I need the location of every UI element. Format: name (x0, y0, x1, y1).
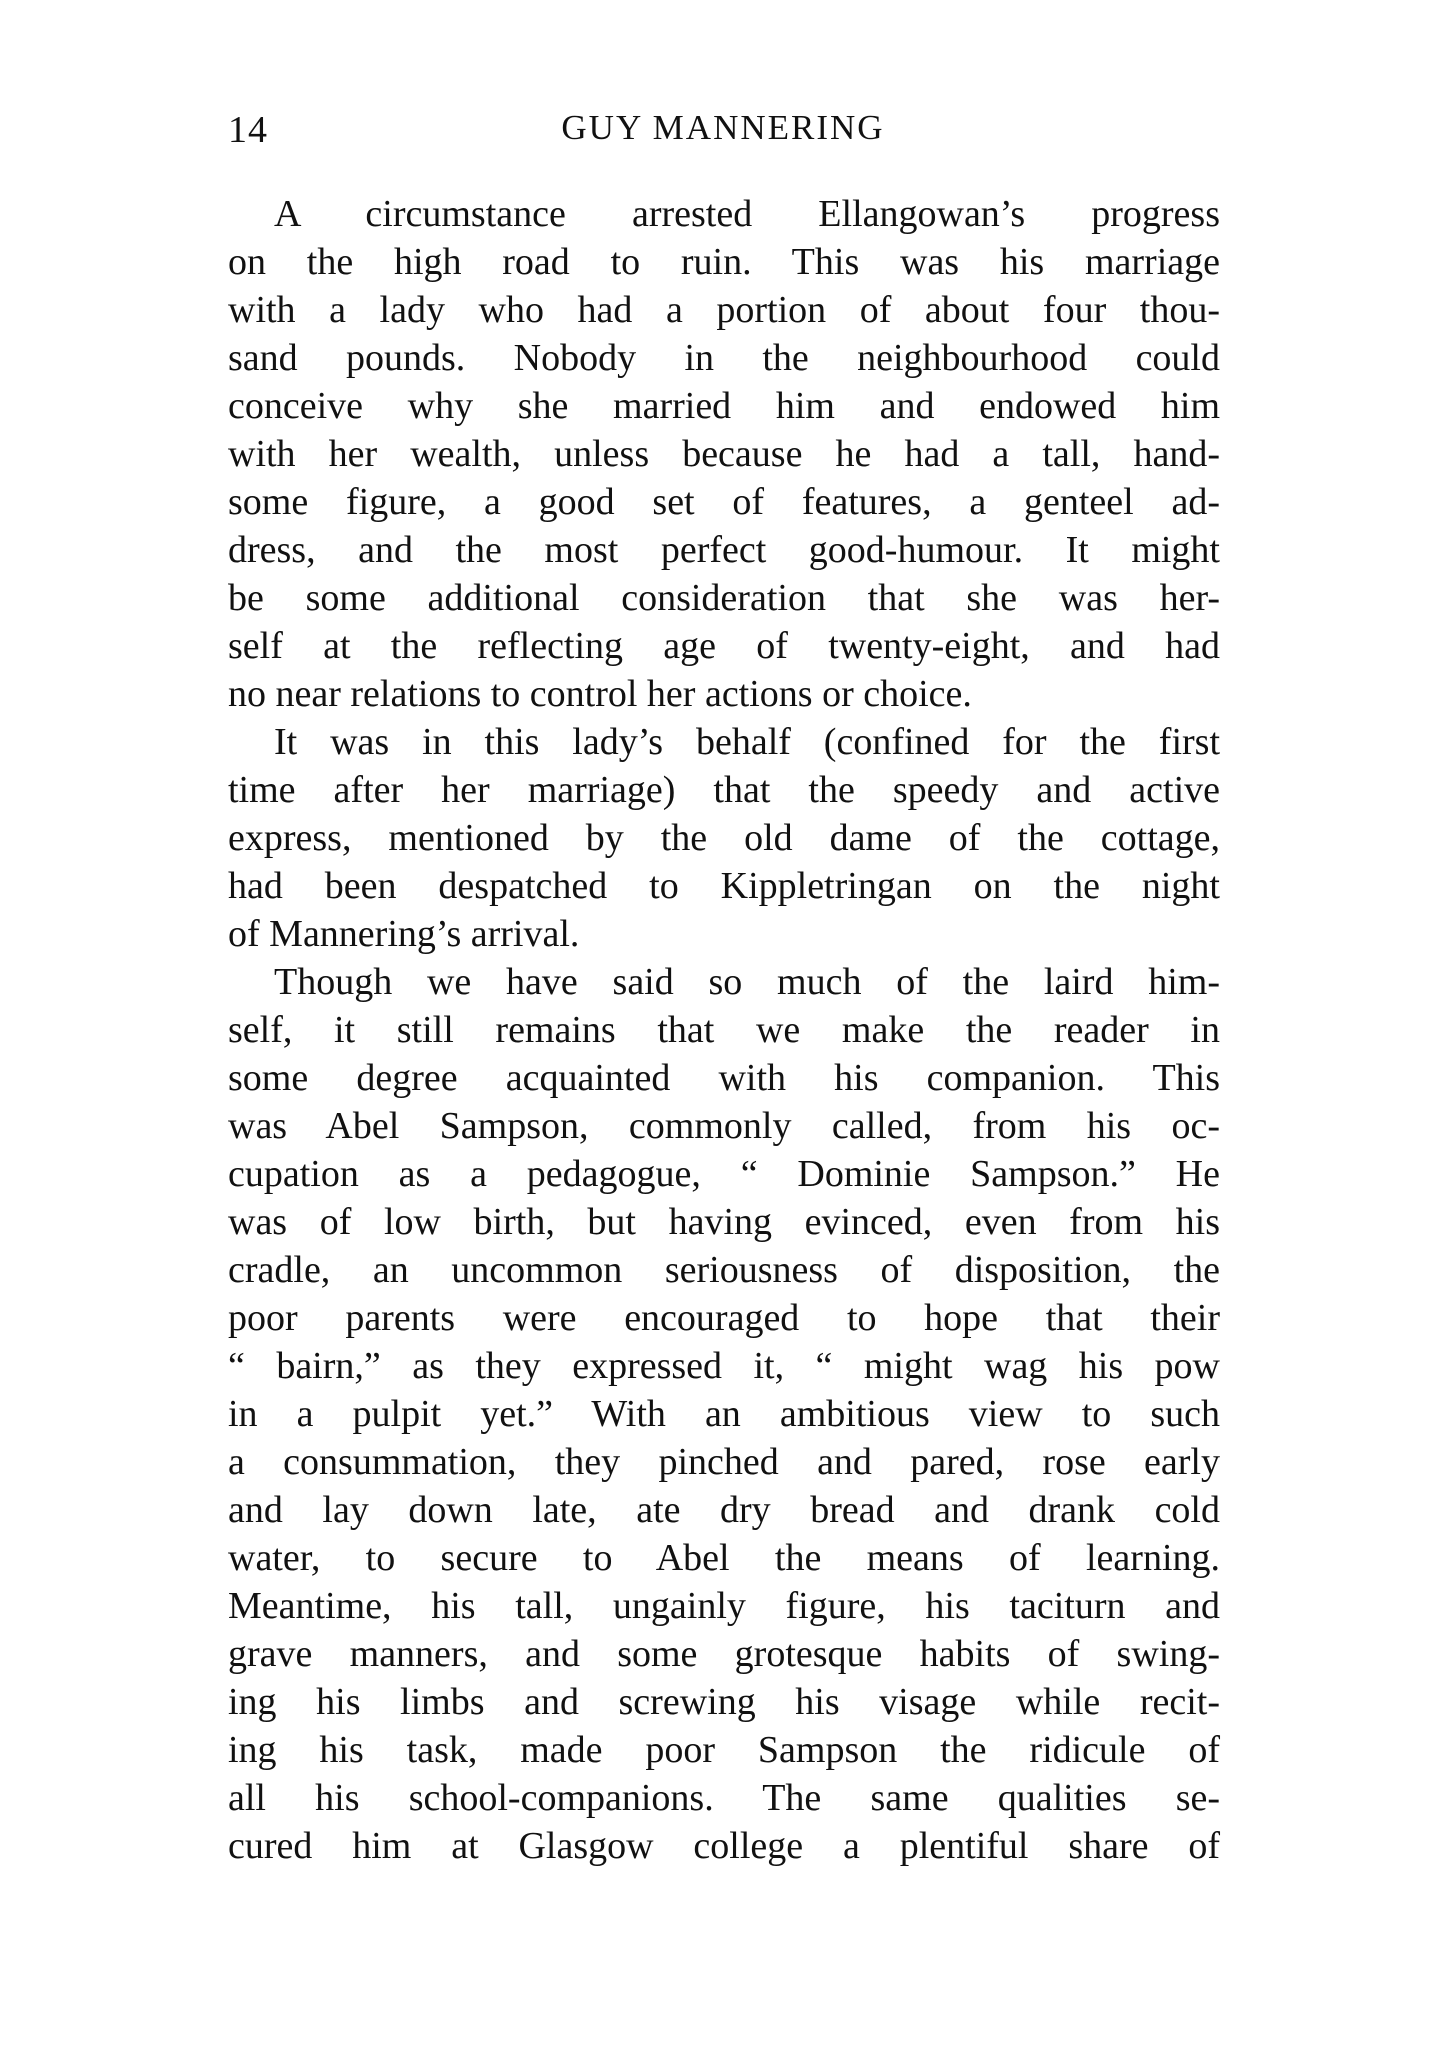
text-line: with her wealth, unless because he had a tall, hand- (228, 433, 1220, 475)
text-line: was Abel Sampson, commonly called, from his oc- (228, 1105, 1220, 1147)
text-line: conceive why she married him and endowed him (228, 385, 1220, 427)
running-head (228, 108, 1218, 158)
text-line: Meantime, his tall, ungainly figure, his taciturn and (228, 1585, 1220, 1627)
text-line: Though we have said so much of the laird him- (274, 961, 1220, 1003)
text-line: was of low birth, but having evinced, even from his (228, 1201, 1220, 1243)
text-line: no near relations to control her actions or choice. (228, 673, 972, 715)
text-line: ing his task, made poor Sampson the ridicule of (228, 1729, 1220, 1771)
text-line: be some additional consideration that she was her- (228, 577, 1220, 619)
text-line: express, mentioned by the old dame of the cottage, (228, 817, 1220, 859)
running-title: GUY MANNERING (561, 108, 885, 147)
text-line: self, it still remains that we make the reader in (228, 1009, 1220, 1051)
text-line: grave manners, and some grotesque habits of swing- (228, 1633, 1220, 1675)
text-line: cupation as a pedagogue, “ Dominie Sampson.” He (228, 1153, 1220, 1195)
text-line: A circumstance arrested Ellangowan’s progress (274, 193, 1220, 235)
text-line: of Mannering’s arrival. (228, 913, 580, 955)
text-line: some degree acquainted with his companion. This (228, 1057, 1220, 1099)
text-line: a consummation, they pinched and pared, rose early (228, 1441, 1220, 1483)
page-number: 14 (228, 109, 268, 151)
text-line: all his school-companions. The same qualities se- (228, 1777, 1220, 1819)
text-line: with a lady who had a portion of about four thou- (228, 289, 1220, 331)
text-line: and lay down late, ate dry bread and drank cold (228, 1489, 1220, 1531)
text-line: sand pounds. Nobody in the neighbourhood could (228, 337, 1220, 379)
text-line: some figure, a good set of features, a genteel ad- (228, 481, 1220, 523)
text-line: cured him at Glasgow college a plentiful share of (228, 1825, 1220, 1867)
text-line: “ bairn,” as they expressed it, “ might wag his pow (228, 1345, 1220, 1387)
text-line: in a pulpit yet.” With an ambitious view to such (228, 1393, 1220, 1435)
text-line: water, to secure to Abel the means of learning. (228, 1537, 1220, 1579)
text-line: It was in this lady’s behalf (confined for the first (274, 721, 1220, 763)
body-text (228, 190, 1220, 1870)
text-line: cradle, an uncommon seriousness of disposition, the (228, 1249, 1220, 1291)
text-line: dress, and the most perfect good-humour. It might (228, 529, 1220, 571)
text-line: time after her marriage) that the speedy and active (228, 769, 1220, 811)
text-line: ing his limbs and screwing his visage while recit- (228, 1681, 1220, 1723)
text-line: had been despatched to Kippletringan on the night (228, 865, 1220, 907)
text-line: poor parents were encouraged to hope that their (228, 1297, 1220, 1339)
text-line: on the high road to ruin. This was his marriage (228, 241, 1220, 283)
text-line: self at the reflecting age of twenty-eight, and had (228, 625, 1220, 667)
